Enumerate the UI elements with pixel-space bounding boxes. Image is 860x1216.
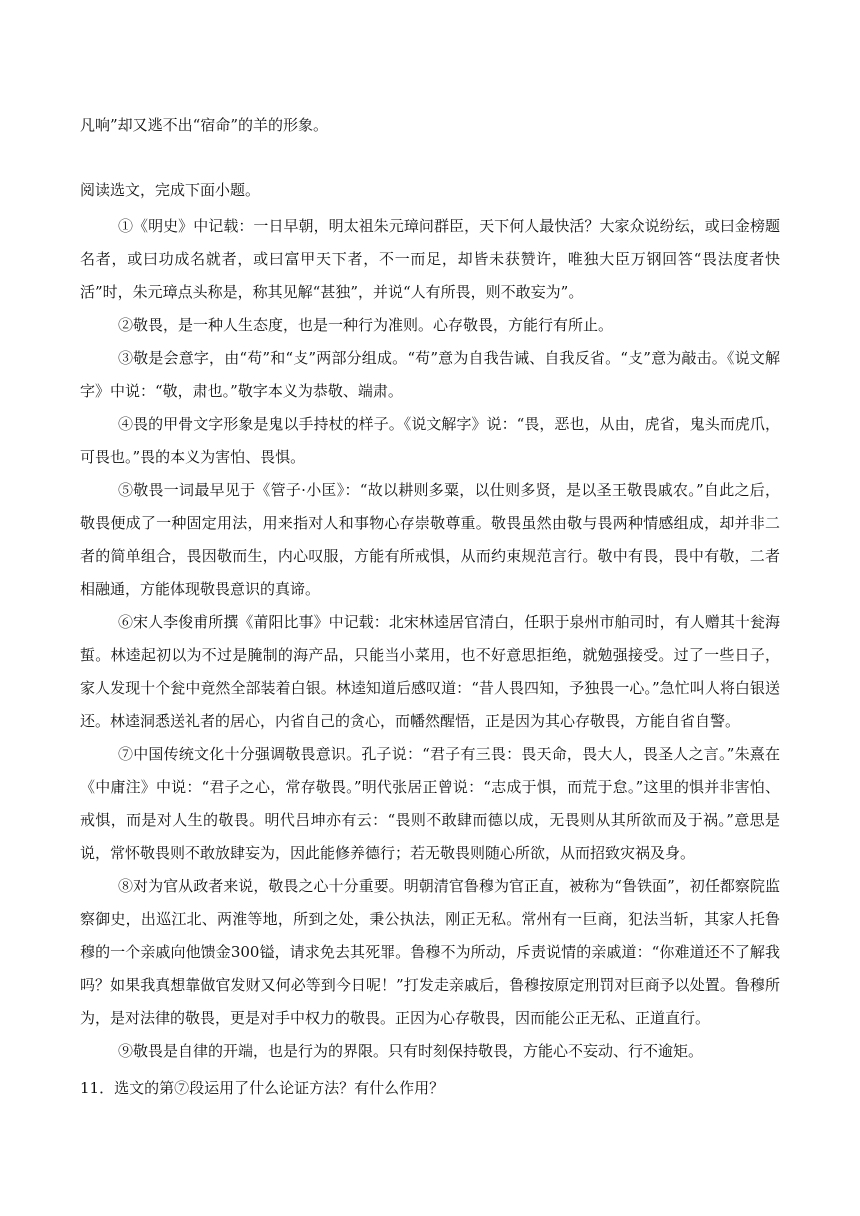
- paragraph-7: ⑦中国传统文化十分强调敬畏意识。孔子说：“君子有三畏：畏天命，畏大人，畏圣人之言。”朱熹在《中庸注》中说：“君子之心，常存敬畏。”明代张居正曾说：“志成于惧，而荒于怠。”这里的惧并非害怕、戒惧，而是对人生的敬畏。明代吕坤亦有云：“畏则不敢肆而德以成，无畏则从其所欲而及于祸。”意思是说，常怀敬畏则不敢放肆妄为，因此能修养德行；若无敬畏则随心所欲，从而招致灾祸及身。: [80, 745, 780, 862]
- paragraph-6: ⑥宋人李俊甫所撰《莆阳比事》中记载：北宋林逵居官清白，任职于泉州市舶司时，有人赠其十瓮海蜇。林逵起初以为不过是腌制的海产品，只能当小菜用，也不好意思拒绝，就勉强接受。过了一些日子，家人发现十个瓮中竟然全部装着白银。林逵知道后感叹道：“昔人畏四知，予独畏一心。”急忙叫人将白银送还。林逵洞悉送礼者的居心，内省自己的贪心，而幡然醒悟，正是因为其心存敬畏，方能自省自警。: [80, 613, 780, 730]
- paragraph-5: ⑤敬畏一词最早见于《管子·小匡》：“故以耕则多粟，以仕则多贤，是以圣王敬畏戚农。”自此之后，敬畏便成了一种固定用法，用来指对人和事物心存崇敬尊重。敬畏虽然由敬与畏两种情感组成，却并非二者的简单组合，畏因敬而生，内心叹服，方能有所戒惧，从而约束规范言行。敬中有畏，畏中有敬，二者相融通，方能体现敬畏意识的真谛。: [80, 481, 780, 598]
- paragraph-1: ①《明史》中记载：一日早朝，明太祖朱元璋问群臣，天下何人最快活？大家众说纷纭，或曰金榜题名者，或曰功成名就者，或曰富甲天下者，不一而足，却皆未获赞许，唯独大臣万钢回答“畏法度者快活”时，朱元璋点头称是，称其见解“甚独”，并说“人有所畏，则不敢妄为”。: [80, 217, 780, 301]
- paragraph-9: ⑨敬畏是自律的开端，也是行为的界限。只有时刻保持敬畏，方能心不妄动、行不逾矩。: [118, 1042, 704, 1060]
- continuation-line: 凡响”却又逃不出“宿命”的羊的形象。: [80, 116, 329, 134]
- paragraph-2: ②敬畏，是一种人生态度，也是一种行为准则。心存敬畏，方能行有所止。: [118, 316, 614, 334]
- reading-instruction: 阅读选文，完成下面小题。: [80, 181, 261, 199]
- paragraph-3: ③敬是会意字，由“苟”和“攴”两部分组成。“苟”意为自我告诫、自我反省。“攴”意为敲击。《说文解字》中说：“敬，肃也。”敬字本义为恭敬、端肃。: [80, 349, 780, 400]
- question-11: 11．选文的第⑦段运用了什么论证方法？有什么作用？: [80, 1079, 445, 1097]
- paragraph-8: ⑧对为官从政者来说，敬畏之心十分重要。明朝清官鲁穆为官正直，被称为“鲁铁面”，初任都察院监察御史，出巡江北、两淮等地，所到之处，秉公执法，刚正无私。常州有一巨商，犯法当斩，其家人托鲁穆的一个亲戚向他馈金300镒，请求免去其死罪。鲁穆不为所动，斥责说情的亲戚道：“你难道还不了解我吗？如果我真想靠做官发财又何必等到今日呢！”打发走亲戚后，鲁穆按原定刑罚对巨商予以处置。鲁穆所为，是对法律的敬畏，更是对手中权力的敬畏。正因为心存敬畏，因而能公正无私、正道直行。: [80, 877, 780, 1027]
- paragraph-4: ④畏的甲骨文字形象是鬼以手持杖的样子。《说文解字》说：“畏，恶也，从由，虎省，鬼头而虎爪，可畏也。”畏的本义为害怕、畏惧。: [80, 415, 780, 466]
